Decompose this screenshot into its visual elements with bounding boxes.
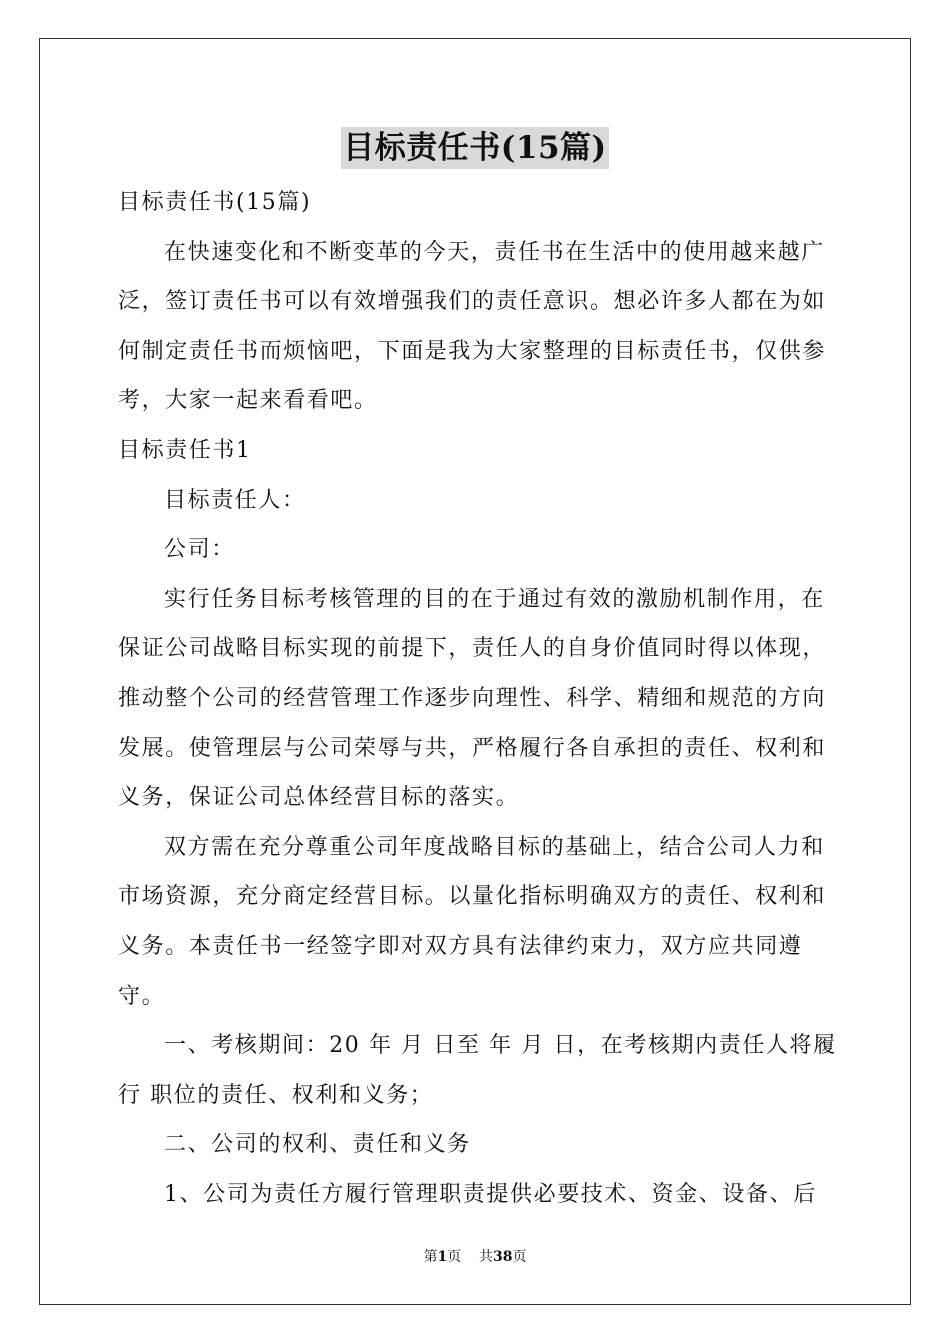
paragraph: 目标责任人：: [164, 487, 306, 513]
total-prefix: 共: [479, 1249, 494, 1265]
paragraph: 在快速变化和不断变革的今天，责任书在生活中的使用越来越广泛，签订责任书可以有效增强我们的责任意识。想必许多人都在为如何制定责任书而烦恼吧，下面是我为大家整理的目标责任书，仅供参考，大家一起来看看吧。: [118, 239, 827, 414]
paragraph: 实行任务目标考核管理的目的在于通过有效的激励机制作用，在保证公司战略目标实现的前提下，责任人的自身价值同时得以体现，推动整个公司的经营管理工作逐步向理性、科学、精细和规范的方向发展。使管理层与公司荣辱与共，严格履行各自承担的责任、权利和义务，保证公司总体经营目标的落实。: [118, 586, 827, 811]
total-suffix: 页: [512, 1249, 527, 1265]
paragraph: 一、考核期间：20 年 月 日至 年 月 日，在考核期内责任人将履行 职位的责任、权利和义务；: [118, 1033, 837, 1108]
paragraph: 目标责任书(15篇): [118, 190, 312, 215]
paragraph: 公司：: [164, 537, 235, 563]
document-body: [118, 178, 838, 1219]
title-container: [0, 127, 950, 169]
page-footer: [0, 1248, 950, 1266]
paragraph: 目标责任书1: [118, 437, 252, 463]
page-number: 1: [437, 1249, 448, 1265]
page-suffix: 页: [447, 1249, 462, 1265]
document-title: 目标责任书(15篇): [341, 127, 608, 169]
total-pages: 38: [493, 1249, 513, 1265]
page-prefix: 第: [423, 1249, 438, 1265]
paragraph: 1、公司为责任方履行管理职责提供必要技术、资金、设备、后: [164, 1181, 817, 1207]
paragraph: 双方需在充分尊重公司年度战略目标的基础上，结合公司人力和市场资源，充分商定经营目标。以量化指标明确双方的责任、权利和义务。本责任书一经签字即对双方具有法律约束力，双方应共同遵守。: [118, 834, 827, 1009]
paragraph: 二、公司的权利、责任和义务: [164, 1132, 471, 1158]
